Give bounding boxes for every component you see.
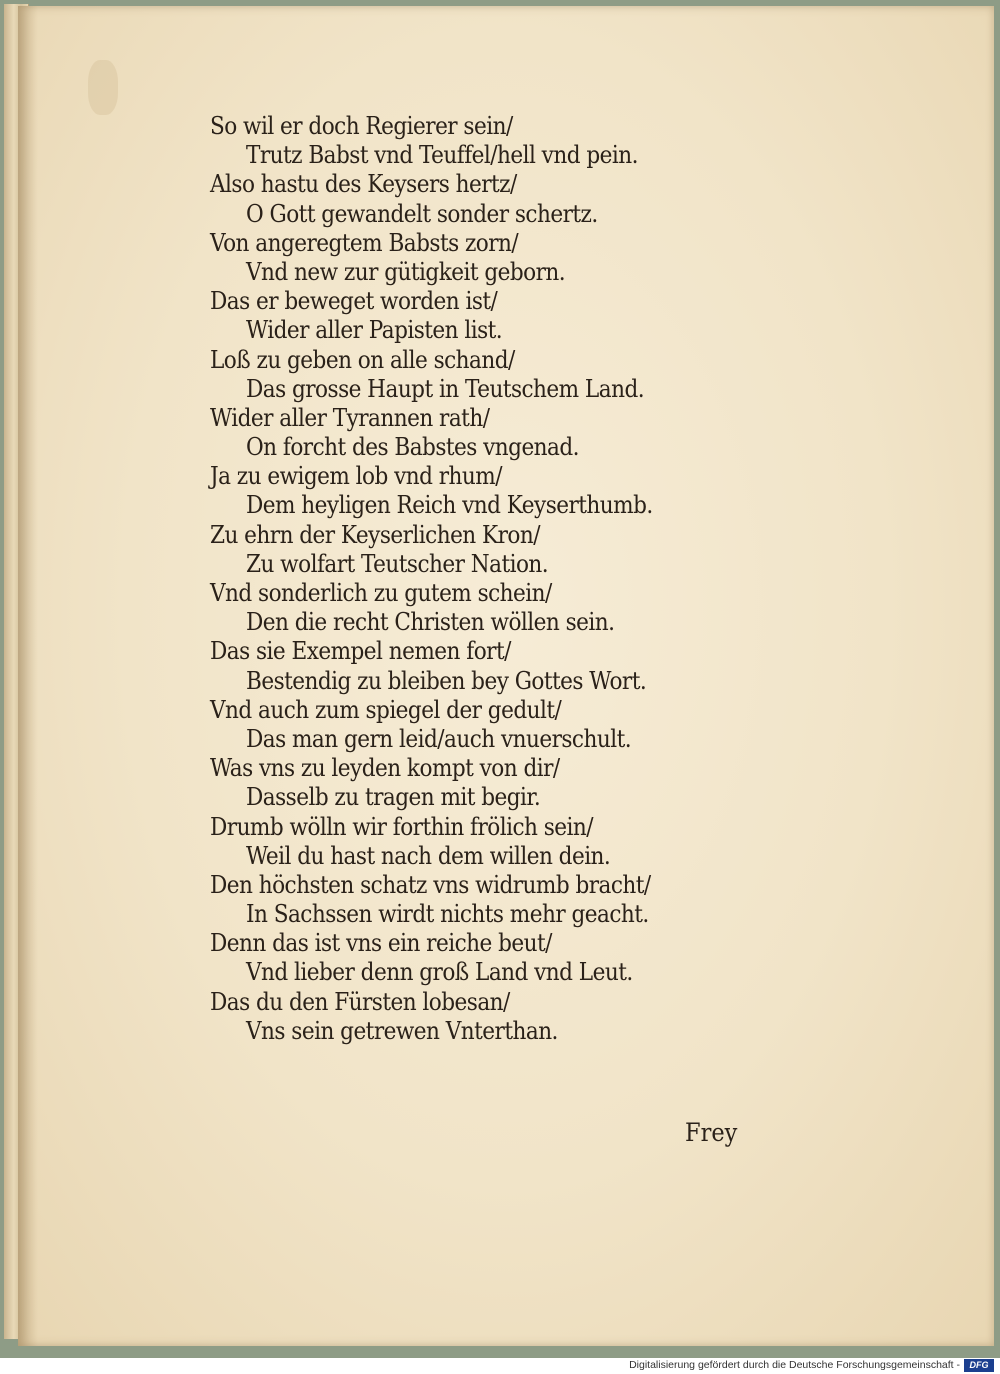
verse-line: Wider aller Tyrannen rath/ [210, 403, 490, 432]
verse-line: On forcht des Babstes vngenad. [246, 433, 580, 462]
verse-line: Also hastu des Keysers hertz/ [210, 170, 517, 199]
dfg-logo: DFG [964, 1359, 994, 1372]
verse-line: Wider aller Papisten list. [246, 316, 503, 345]
verse-line: Bestendig zu bleiben bey Gottes Wort. [246, 666, 647, 695]
verse-line: O Gott gewandelt sonder schertz. [246, 199, 598, 228]
poem-text [210, 112, 770, 1046]
verse-line: Das er beweget worden ist/ [210, 287, 498, 316]
verse-line: Vnd sonderlich zu gutem schein/ [210, 579, 552, 607]
verse-line: Das du den Fürsten lobesan/ [210, 987, 510, 1016]
verse-line: Vns sein getrewen Vnterthan. [246, 1016, 558, 1045]
paper-stain [88, 60, 118, 115]
funding-credit: Digitalisierung gefördert durch die Deutsche Forschungsgemeinschaft - [629, 1359, 960, 1371]
verse-line: Das man gern leid/auch vnuerschult. [246, 724, 632, 753]
page-gutter-shadow [18, 6, 38, 1346]
verse-line: Den die recht Christen wöllen sein. [246, 608, 615, 637]
verse-line: Von angeregtem Babsts zorn/ [210, 228, 519, 257]
verse-line: Das grosse Haupt in Teutschem Land. [246, 374, 645, 403]
verse-line: Zu wolfart Teutscher Nation. [246, 549, 549, 578]
verse-line: So wil er doch Regierer sein/ [210, 112, 513, 140]
verse-line: In Sachssen wirdt nichts mehr geacht. [246, 900, 649, 929]
verse-line: Loß zu geben on alle schand/ [210, 345, 515, 374]
verse-line: Zu ehrn der Keyserlichen Kron/ [210, 520, 540, 549]
verse-line: Vnd lieber denn groß Land vnd Leut. [246, 958, 633, 987]
verse-line: Das sie Exempel nemen fort/ [210, 637, 511, 666]
verse-line: Trutz Babst vnd Teuffel/hell vnd pein. [246, 141, 638, 170]
verse-line: Drumb wölln wir forthin frölich sein/ [210, 812, 594, 841]
verse-line: Denn das ist vns ein reiche beut/ [210, 929, 552, 958]
verse-line: Den höchsten schatz vns widrumb bracht/ [210, 870, 651, 899]
catchword: Frey [685, 1118, 738, 1147]
verse-line: Was vns zu leyden kompt von dir/ [210, 754, 560, 783]
verse-line: Weil du hast nach dem willen dein. [246, 841, 611, 870]
verse-line: Ja zu ewigem lob vnd rhum/ [210, 462, 502, 491]
verse-line: Vnd new zur gütigkeit geborn. [246, 257, 566, 286]
verse-line: Vnd auch zum spiegel der gedult/ [210, 695, 562, 724]
verse-line: Dasselb zu tragen mit begir. [246, 783, 541, 812]
verse-line: Dem heyligen Reich vnd Keyserthumb. [246, 491, 653, 520]
